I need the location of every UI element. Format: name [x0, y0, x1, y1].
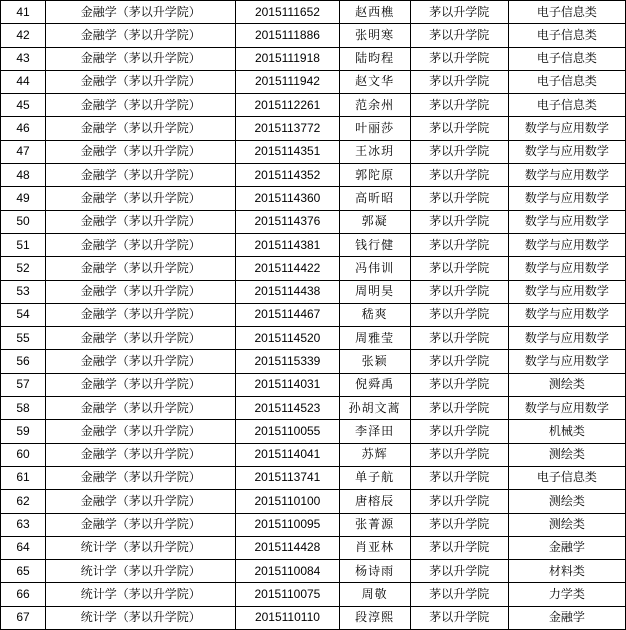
cell-name: 高昕昭: [339, 187, 410, 210]
table-row: [1, 560, 626, 583]
cell-college: 茅以升学院: [410, 187, 508, 210]
cell-major: 金融学（茅以升学院）: [46, 70, 236, 93]
cell-category: 金融学: [508, 606, 625, 629]
table-row: [1, 303, 626, 326]
cell-category: 材料类: [508, 560, 625, 583]
cell-college: 茅以升学院: [410, 443, 508, 466]
table-row: [1, 443, 626, 466]
cell-index: 42: [1, 24, 46, 47]
cell-college: 茅以升学院: [410, 490, 508, 513]
cell-college: 茅以升学院: [410, 350, 508, 373]
cell-major: 统计学（茅以升学院）: [46, 536, 236, 559]
cell-college: 茅以升学院: [410, 257, 508, 280]
table-row: [1, 187, 626, 210]
cell-category: 测绘类: [508, 490, 625, 513]
cell-student-id: 2015114031: [236, 373, 339, 396]
table-row: [1, 420, 626, 443]
cell-index: 63: [1, 513, 46, 536]
cell-index: 59: [1, 420, 46, 443]
cell-major: 金融学（茅以升学院）: [46, 303, 236, 326]
cell-index: 67: [1, 606, 46, 629]
cell-category: 数学与应用数学: [508, 210, 625, 233]
cell-student-id: 2015115339: [236, 350, 339, 373]
cell-college: 茅以升学院: [410, 1, 508, 24]
cell-college: 茅以升学院: [410, 606, 508, 629]
table-row: [1, 257, 626, 280]
table-row: [1, 70, 626, 93]
cell-category: 金融学: [508, 536, 625, 559]
cell-index: 54: [1, 303, 46, 326]
cell-student-id: 2015113772: [236, 117, 339, 140]
cell-index: 53: [1, 280, 46, 303]
cell-student-id: 2015114467: [236, 303, 339, 326]
table-row: [1, 466, 626, 489]
cell-index: 57: [1, 373, 46, 396]
cell-college: 茅以升学院: [410, 210, 508, 233]
cell-major: 金融学（茅以升学院）: [46, 513, 236, 536]
cell-index: 43: [1, 47, 46, 70]
cell-category: 测绘类: [508, 513, 625, 536]
cell-major: 金融学（茅以升学院）: [46, 327, 236, 350]
cell-category: 数学与应用数学: [508, 327, 625, 350]
cell-name: 钱行健: [339, 233, 410, 256]
cell-college: 茅以升学院: [410, 583, 508, 606]
cell-student-id: 2015110095: [236, 513, 339, 536]
cell-index: 66: [1, 583, 46, 606]
cell-category: 电子信息类: [508, 24, 625, 47]
cell-college: 茅以升学院: [410, 303, 508, 326]
cell-college: 茅以升学院: [410, 560, 508, 583]
table-row: [1, 373, 626, 396]
cell-major: 统计学（茅以升学院）: [46, 560, 236, 583]
table-row: [1, 327, 626, 350]
cell-category: 机械类: [508, 420, 625, 443]
cell-major: 金融学（茅以升学院）: [46, 490, 236, 513]
cell-index: 55: [1, 327, 46, 350]
cell-name: 郭凝: [339, 210, 410, 233]
cell-category: 电子信息类: [508, 1, 625, 24]
table-row: [1, 47, 626, 70]
table-row: [1, 210, 626, 233]
cell-name: 杨诗雨: [339, 560, 410, 583]
cell-index: 44: [1, 70, 46, 93]
cell-major: 金融学（茅以升学院）: [46, 140, 236, 163]
cell-major: 金融学（茅以升学院）: [46, 257, 236, 280]
cell-index: 62: [1, 490, 46, 513]
table-row: [1, 1, 626, 24]
cell-name: 李泽田: [339, 420, 410, 443]
cell-category: 电子信息类: [508, 47, 625, 70]
cell-major: 金融学（茅以升学院）: [46, 210, 236, 233]
cell-college: 茅以升学院: [410, 47, 508, 70]
cell-college: 茅以升学院: [410, 70, 508, 93]
cell-name: 周明昊: [339, 280, 410, 303]
cell-major: 金融学（茅以升学院）: [46, 373, 236, 396]
cell-name: 王冰玥: [339, 140, 410, 163]
cell-college: 茅以升学院: [410, 513, 508, 536]
cell-name: 倪舜禹: [339, 373, 410, 396]
table-row: [1, 397, 626, 420]
table-row: [1, 94, 626, 117]
cell-college: 茅以升学院: [410, 280, 508, 303]
cell-student-id: 2015114360: [236, 187, 339, 210]
cell-index: 46: [1, 117, 46, 140]
cell-index: 49: [1, 187, 46, 210]
cell-major: 金融学（茅以升学院）: [46, 47, 236, 70]
cell-college: 茅以升学院: [410, 117, 508, 140]
cell-student-id: 2015110100: [236, 490, 339, 513]
cell-category: 数学与应用数学: [508, 350, 625, 373]
cell-student-id: 2015112261: [236, 94, 339, 117]
cell-college: 茅以升学院: [410, 24, 508, 47]
cell-index: 52: [1, 257, 46, 280]
table-row: [1, 513, 626, 536]
cell-index: 58: [1, 397, 46, 420]
cell-category: 数学与应用数学: [508, 303, 625, 326]
cell-index: 41: [1, 1, 46, 24]
cell-category: 电子信息类: [508, 94, 625, 117]
cell-college: 茅以升学院: [410, 164, 508, 187]
cell-student-id: 2015110075: [236, 583, 339, 606]
cell-index: 48: [1, 164, 46, 187]
cell-name: 肖亚林: [339, 536, 410, 559]
cell-major: 统计学（茅以升学院）: [46, 583, 236, 606]
cell-name: 张明寒: [339, 24, 410, 47]
cell-college: 茅以升学院: [410, 327, 508, 350]
cell-category: 测绘类: [508, 443, 625, 466]
cell-name: 冯伟训: [339, 257, 410, 280]
cell-category: 数学与应用数学: [508, 233, 625, 256]
cell-student-id: 2015114422: [236, 257, 339, 280]
cell-student-id: 2015110055: [236, 420, 339, 443]
cell-major: 金融学（茅以升学院）: [46, 164, 236, 187]
cell-index: 61: [1, 466, 46, 489]
table-row: [1, 583, 626, 606]
cell-major: 金融学（茅以升学院）: [46, 280, 236, 303]
cell-name: 周敬: [339, 583, 410, 606]
cell-name: 郭陀原: [339, 164, 410, 187]
cell-name: 赵西樵: [339, 1, 410, 24]
cell-student-id: 2015114428: [236, 536, 339, 559]
cell-major: 金融学（茅以升学院）: [46, 1, 236, 24]
cell-college: 茅以升学院: [410, 536, 508, 559]
cell-category: 力学类: [508, 583, 625, 606]
cell-name: 段淳熙: [339, 606, 410, 629]
cell-category: 数学与应用数学: [508, 280, 625, 303]
cell-category: 测绘类: [508, 373, 625, 396]
cell-college: 茅以升学院: [410, 466, 508, 489]
cell-name: 陆昀程: [339, 47, 410, 70]
table-row: [1, 164, 626, 187]
cell-name: 唐榕辰: [339, 490, 410, 513]
cell-name: 叶丽莎: [339, 117, 410, 140]
cell-name: 孙胡文蒿: [339, 397, 410, 420]
cell-student-id: 2015114438: [236, 280, 339, 303]
cell-index: 60: [1, 443, 46, 466]
cell-name: 苏辉: [339, 443, 410, 466]
cell-index: 56: [1, 350, 46, 373]
cell-category: 数学与应用数学: [508, 397, 625, 420]
cell-category: 电子信息类: [508, 70, 625, 93]
table-row: [1, 536, 626, 559]
cell-name: 单子航: [339, 466, 410, 489]
cell-major: 金融学（茅以升学院）: [46, 233, 236, 256]
cell-student-id: 2015114523: [236, 397, 339, 420]
cell-student-id: 2015114376: [236, 210, 339, 233]
table-row: [1, 117, 626, 140]
cell-category: 数学与应用数学: [508, 164, 625, 187]
cell-major: 金融学（茅以升学院）: [46, 24, 236, 47]
cell-student-id: 2015113741: [236, 466, 339, 489]
cell-category: 数学与应用数学: [508, 140, 625, 163]
cell-student-id: 2015111652: [236, 1, 339, 24]
cell-major: 金融学（茅以升学院）: [46, 94, 236, 117]
cell-name: 范余州: [339, 94, 410, 117]
cell-major: 金融学（茅以升学院）: [46, 443, 236, 466]
table-row: [1, 24, 626, 47]
cell-major: 金融学（茅以升学院）: [46, 117, 236, 140]
cell-major: 金融学（茅以升学院）: [46, 187, 236, 210]
cell-student-id: 2015111942: [236, 70, 339, 93]
cell-name: 张菁源: [339, 513, 410, 536]
cell-index: 51: [1, 233, 46, 256]
cell-index: 65: [1, 560, 46, 583]
cell-category: 数学与应用数学: [508, 117, 625, 140]
cell-college: 茅以升学院: [410, 233, 508, 256]
cell-student-id: 2015114041: [236, 443, 339, 466]
cell-student-id: 2015114351: [236, 140, 339, 163]
cell-category: 数学与应用数学: [508, 187, 625, 210]
cell-college: 茅以升学院: [410, 94, 508, 117]
cell-college: 茅以升学院: [410, 373, 508, 396]
table-row: [1, 606, 626, 629]
cell-major: 金融学（茅以升学院）: [46, 397, 236, 420]
cell-category: 电子信息类: [508, 466, 625, 489]
cell-student-id: 2015114352: [236, 164, 339, 187]
table-row: [1, 233, 626, 256]
cell-student-id: 2015114520: [236, 327, 339, 350]
cell-index: 50: [1, 210, 46, 233]
table-row: [1, 350, 626, 373]
cell-name: 张颖: [339, 350, 410, 373]
table-row: [1, 490, 626, 513]
cell-student-id: 2015114381: [236, 233, 339, 256]
cell-index: 45: [1, 94, 46, 117]
cell-major: 统计学（茅以升学院）: [46, 606, 236, 629]
cell-name: 赵文华: [339, 70, 410, 93]
cell-college: 茅以升学院: [410, 420, 508, 443]
cell-category: 数学与应用数学: [508, 257, 625, 280]
table-row: [1, 280, 626, 303]
cell-name: 嵇爽: [339, 303, 410, 326]
cell-name: 周雅莹: [339, 327, 410, 350]
cell-student-id: 2015111918: [236, 47, 339, 70]
cell-index: 47: [1, 140, 46, 163]
table-row: [1, 140, 626, 163]
cell-student-id: 2015110084: [236, 560, 339, 583]
cell-student-id: 2015110110: [236, 606, 339, 629]
cell-major: 金融学（茅以升学院）: [46, 466, 236, 489]
cell-index: 64: [1, 536, 46, 559]
cell-major: 金融学（茅以升学院）: [46, 350, 236, 373]
cell-college: 茅以升学院: [410, 397, 508, 420]
cell-college: 茅以升学院: [410, 140, 508, 163]
cell-major: 金融学（茅以升学院）: [46, 420, 236, 443]
cell-student-id: 2015111886: [236, 24, 339, 47]
